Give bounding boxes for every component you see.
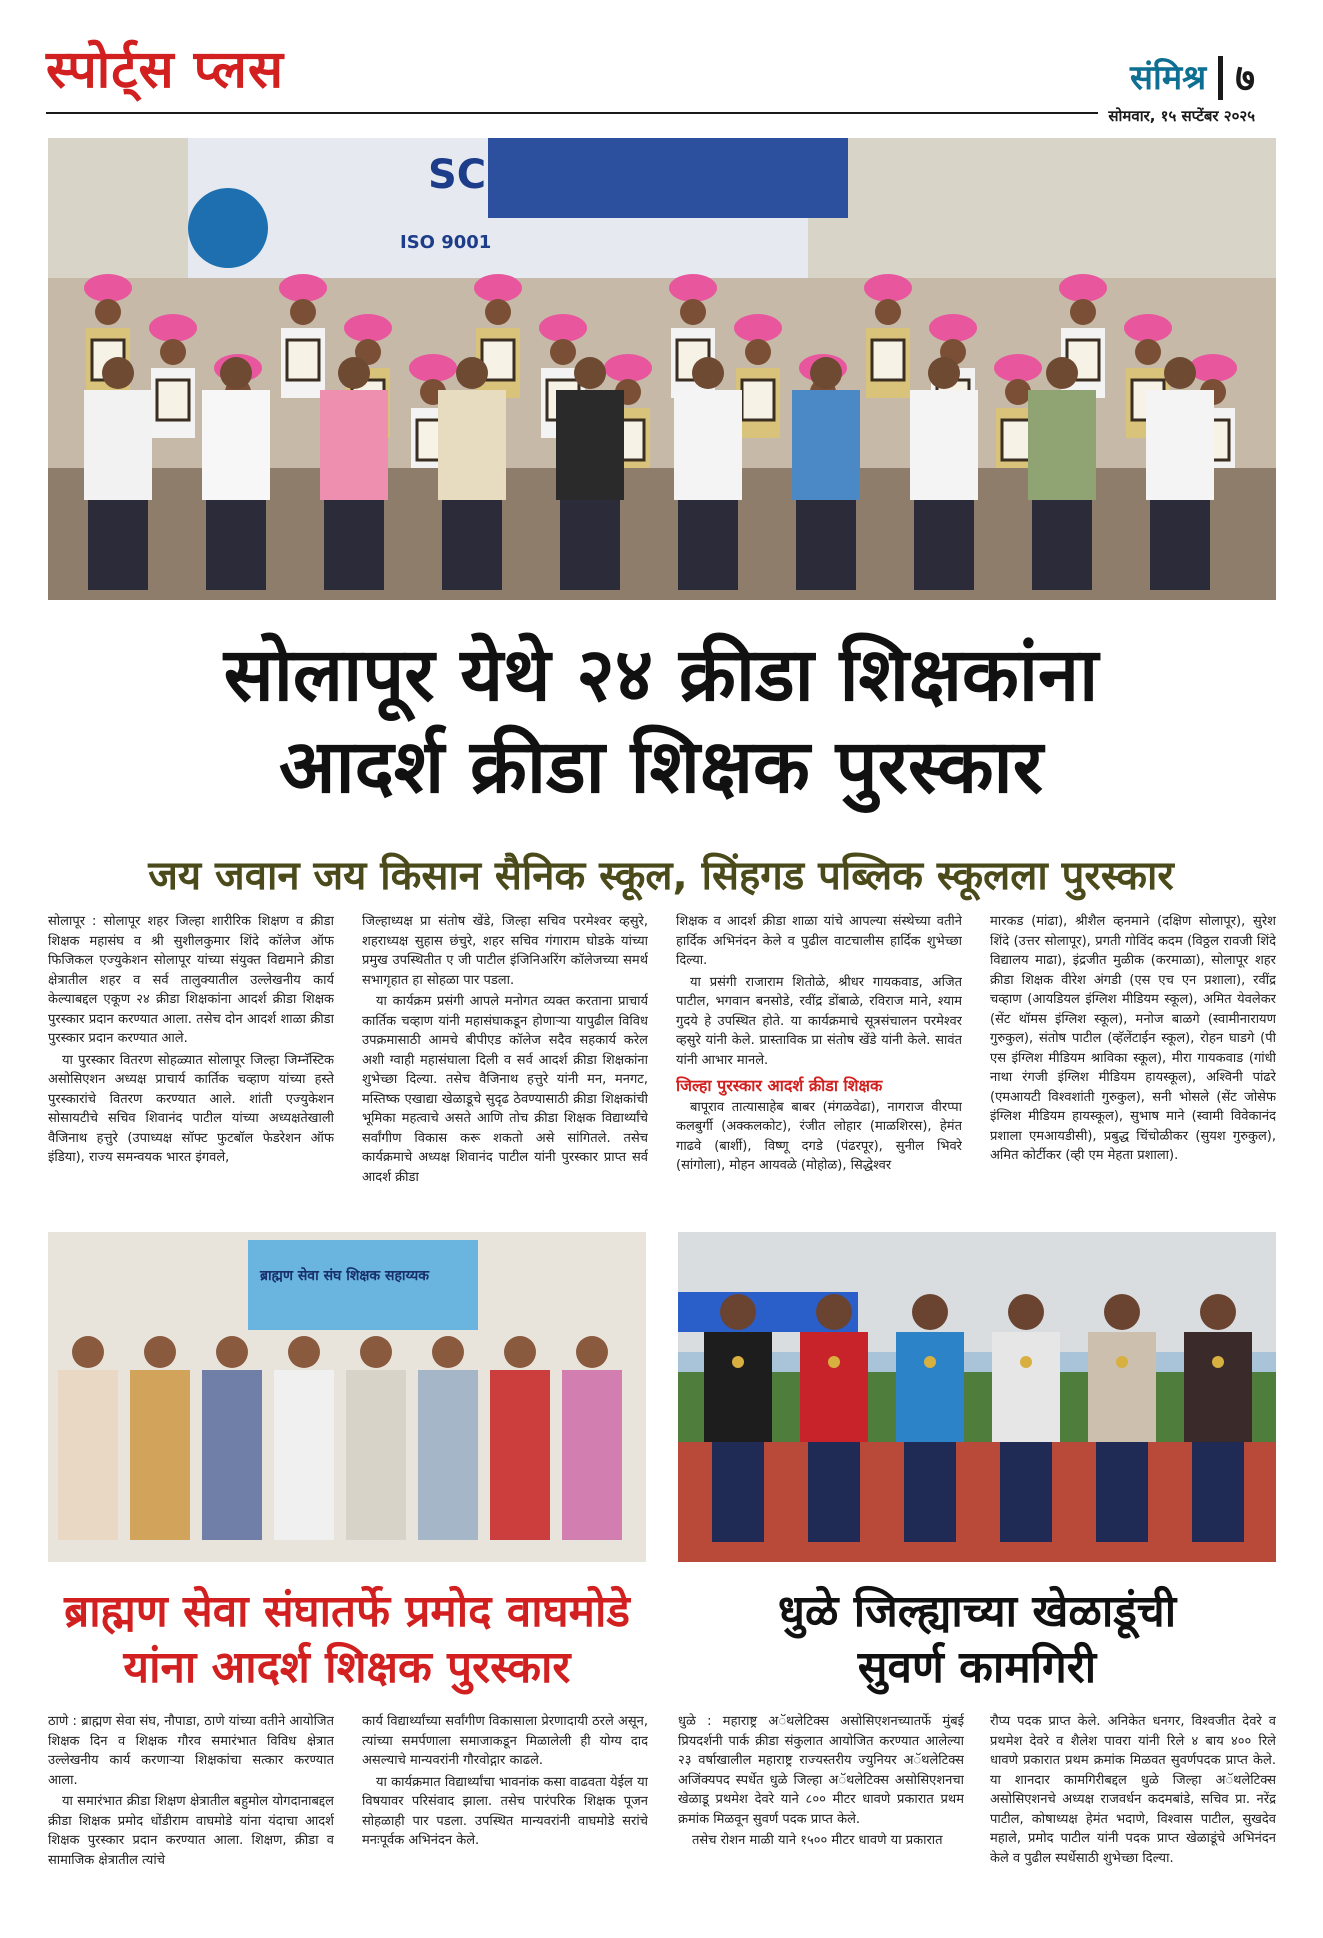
face-shape — [485, 299, 511, 325]
lead-paragraph: जिल्हाध्यक्ष प्रा संतोष खेंडे, जिल्हा सचिव परमेश्वर व्हसुरे, शहराध्यक्ष सुहास छंचुरे, शहर सचिव गंगाराम घोडके यांच्या प्रमुख उपस्थितीत ए जी पाटील इंजिनिअरिंग कॉलेजच्या समर्थ सभागृहात हा सोहळा पार पडला. — [362, 914, 648, 988]
lead-paragraph: या कार्यक्रम प्रसंगी आपले मनोगत व्यक्त करताना प्राचार्य कार्तिक चव्हाण यांनी महासंघाकडून होणाऱ्या यापुढील विविध उपक्रमासाठी आमचे बीपीएड कॉलेज सदैव सहकार्य करेल अशी ग्वाही महासंघाला दिली व सर्व आदर्श क्रीडा शिक्षकांना शुभेच्छा दिल्या. तसेच वैजिनाथ हत्तुरे यांनी मन, मनगट, मस्तिष्क एखाद्या खेळाडूचे सुदृढ ठेवण्यासाठी क्रीडा शिक्षकांची भूमिका महत्वाचे असते आणि तोच क्रीडा शिक्षक विद्यार्थ्यांचे सर्वांगीण विकास करू शकतो असे सांगितले. तसेच कार्यक्रमाचे अध्यक्ष शिवानंद पाटील यांनी पुरस्कार प्राप्त सर्व आदर्श क्रीडा — [362, 994, 648, 1185]
lead-paragraph: शिक्षक व आदर्श क्रीडा शाळा यांचे आपल्या संस्थेच्या वतीने हार्दिक अभिनंदन केले व पुढील वाटचालीस हार्दिक शुभेच्छा दिल्या. — [676, 914, 962, 968]
story-two-paragraph: ठाणे : ब्राह्मण सेवा संघ, नौपाडा, ठाणे यांच्या वतीने आयोजित शिक्षक दिन व शिक्षक गौरव समारंभात विविध क्षेत्रात उल्लेखनीय कार्य करणाऱ्या शिक्षकांचा सत्कार करण्यात आला. — [48, 1714, 334, 1788]
seated-legs — [796, 500, 856, 590]
athlete-face — [912, 1294, 948, 1330]
athlete-legs — [808, 1442, 860, 1542]
certificate-shape — [287, 340, 319, 380]
medal-shape — [1212, 1356, 1224, 1368]
attendee-face — [504, 1336, 536, 1368]
seated-face — [1164, 357, 1196, 389]
turban-shape — [84, 274, 132, 302]
athlete-jersey — [1184, 1332, 1252, 1442]
athlete-jersey — [704, 1332, 772, 1442]
athlete-legs — [904, 1442, 956, 1542]
photo-banner-text: ब्राह्मण सेवा संघ शिक्षक सहाय्यक — [260, 1268, 429, 1284]
dateline: सोमवार, १५ सप्टेंबर २०२५ — [1098, 106, 1255, 126]
seated-legs — [206, 500, 266, 590]
athlete-face — [1008, 1294, 1044, 1330]
story-three-column-1 — [678, 1712, 964, 1912]
athlete-face — [1104, 1294, 1140, 1330]
banner-text: SC — [428, 152, 487, 198]
turban-shape — [1059, 274, 1107, 302]
seated-face — [574, 357, 606, 389]
story-three-headline-line1: धुळे जिल्ह्याच्या खेळाडूंची — [777, 1586, 1177, 1637]
lead-paragraph: सोलापूर : सोलापूर शहर जिल्हा शारीरिक शिक्षण व क्रीडा शिक्षक महासंघ व श्री सुशीलकुमार शिंदे कॉलेज ऑफ फिजिकल एज्युकेशन सोलापूर यांच्या संयुक्त विद्यमाने क्रीडा क्षेत्रातील शहर व सर्व तालुक्यातील उल्लेखनीय कार्य केल्याबद्दल एकूण २४ क्रीडा शिक्षकांना आदर्श क्रीडा शिक्षक पुरस्कार प्रदान करण्यात आला. तसेच दोन आदर्श शाळा क्रीडा पुरस्कार प्रदान करण्यात आले. — [48, 914, 334, 1046]
attendee-body — [418, 1370, 478, 1540]
seated-legs — [442, 500, 502, 590]
story-two-column-1 — [48, 1712, 334, 1912]
page-number: ७ — [1235, 56, 1255, 100]
lead-column-1 — [48, 912, 334, 1222]
seated-torso — [556, 390, 624, 500]
seated-torso — [202, 390, 270, 500]
seated-legs — [324, 500, 384, 590]
lead-headline-line1: सोलापूर येथे २४ क्रीडा शिक्षकांना — [223, 632, 1099, 718]
lead-column-2 — [362, 912, 648, 1222]
seated-legs — [914, 500, 974, 590]
seated-torso — [84, 390, 152, 500]
turban-shape — [604, 354, 652, 382]
face-shape — [745, 339, 771, 365]
seated-legs — [1150, 500, 1210, 590]
face-shape — [550, 339, 576, 365]
attendee-face — [288, 1336, 320, 1368]
lead-headline-line2: आदर्श क्रीडा शिक्षक पुरस्कार — [278, 724, 1043, 810]
athlete-jersey — [1088, 1332, 1156, 1442]
face-shape — [1070, 299, 1096, 325]
seated-torso — [792, 390, 860, 500]
story-two-column-2 — [362, 1712, 648, 1912]
medal-shape — [1116, 1356, 1128, 1368]
attendee-body — [130, 1370, 190, 1540]
certificate-shape — [872, 340, 904, 380]
face-shape — [875, 299, 901, 325]
athlete-face — [816, 1294, 852, 1330]
seated-torso — [438, 390, 506, 500]
turban-shape — [1189, 354, 1237, 382]
athlete-legs — [1192, 1442, 1244, 1542]
athlete-jersey — [896, 1332, 964, 1442]
seated-torso — [674, 390, 742, 500]
attendee-face — [72, 1336, 104, 1368]
story-three-paragraph: रौप्य पदक प्राप्त केले. अनिकेत धनगर, विश्वजीत देवरे व प्रथमेश देवरे व शैलेश पावरा यांनी रिले ४ बाय ४०० रिले धावणे प्रकारात प्रथम क्रमांक मिळवत सुवर्णपदक प्राप्त केले. या शानदार कामगिरीबद्दल धुळे जिल्हा अॅथलेटिक्स असोसिएशनचे अध्यक्ष राजवर्धन कदमबांडे, सचिव प्रा. नरेंद्र पाटील, कोषाध्यक्ष हेमंत भदाणे, विश्वास पाटील, सुखदेव महाले, प्रमोद पाटील यांनी पदक प्राप्त खेळाडूंचे अभिनंदन केले व पुढील स्पर्धेसाठी शुभेच्छा दिल्या. — [990, 1714, 1276, 1866]
certificate-shape — [742, 380, 774, 420]
turban-shape — [929, 314, 977, 342]
story-two-photo — [48, 1232, 646, 1562]
medal-shape — [1020, 1356, 1032, 1368]
seated-legs — [1032, 500, 1092, 590]
lead-subheadline: जय जवान जय किसान सैनिक स्कूल, सिंहगड पब्लिक स्कूलला पुरस्कार — [148, 853, 1174, 899]
brand-block — [1130, 56, 1255, 100]
turban-shape — [539, 314, 587, 342]
face-shape — [160, 339, 186, 365]
face-shape — [680, 299, 706, 325]
story-two-paragraph: कार्य विद्यार्थ्यांच्या सर्वांगीण विकासाला प्रेरणादायी ठरले असून, त्यांच्या समर्पणाला समाजाकडून मिळालेली ही योग्य दाद असल्याचे मान्यवरांनी गौरवोद्गार काढले. — [362, 1714, 648, 1768]
athletes-illustration — [678, 1232, 1276, 1562]
certificate-shape — [157, 380, 189, 420]
award-ceremony-illustration — [48, 138, 1276, 600]
lead-paragraph: बापूराव तात्यासाहेब बाबर (मंगळवेढा), नागराज वीरप्पा कलबुर्गी (अक्कलकोट), रंजीत लोहार (माळशिरस), हेमंत गाढवे (बार्शी), विष्णू दगडे (पंढरपूर), सुनील भिवरे (सांगोला), मोहन आयवळे (मोहोळ), सिद्धेश्वर — [676, 1099, 962, 1173]
athlete-legs — [1096, 1442, 1148, 1542]
story-two-headline-line2: यांना आदर्श शिक्षक पुरस्कार — [123, 1642, 571, 1693]
turban-shape — [409, 354, 457, 382]
turban-shape — [864, 274, 912, 302]
section-title: स्पोर्ट्स प्लस — [46, 39, 285, 100]
seated-face — [220, 357, 252, 389]
seated-face — [692, 357, 724, 389]
seated-torso — [1028, 390, 1096, 500]
story-three-column-2 — [990, 1712, 1276, 1912]
lead-column-4 — [990, 912, 1276, 1222]
lead-column-subheading: जिल्हा पुरस्कार आदर्श क्रीडा शिक्षक — [676, 1076, 883, 1095]
athlete-jersey — [992, 1332, 1060, 1442]
story-two-paragraph: या कार्यक्रमात विद्यार्थ्यांचा भावनांक कसा वाढवता येईल या विषयावर परिसंवाद झाला. तसेच पारंपरिक शिक्षक पूजन सोहळाही पार पडला. उपस्थित मान्यवरांनी वाघमोडे सरांचे मनःपूर्वक अभिनंदन केले. — [362, 1774, 648, 1848]
athlete-jersey — [800, 1332, 868, 1442]
turban-shape — [344, 314, 392, 342]
turban-shape — [994, 354, 1042, 382]
seated-face — [338, 357, 370, 389]
lead-paragraph: या प्रसंगी राजाराम शितोळे, श्रीधर गायकवाड, अजित पाटील, भगवान बनसोडे, रवींद्र डोंबाळे, रविराज माने, श्याम गुदये हे उपस्थित होते. या कार्यक्रमाचे सूत्रसंचालन परमेश्वर व्हसुरे यांनी केले. प्रास्ताविक प्रा संतोष खेंडे यांनी केले. सावंत यांनी आभार मानले. — [676, 974, 962, 1068]
seated-face — [1046, 357, 1078, 389]
seated-torso — [1146, 390, 1214, 500]
medal-shape — [828, 1356, 840, 1368]
attendee-body — [490, 1370, 550, 1540]
brand-name: संमिश्र — [1130, 58, 1207, 98]
masthead-rule — [46, 112, 1106, 114]
face-shape — [95, 299, 121, 325]
medal-shape — [924, 1356, 936, 1368]
turban-shape — [669, 274, 717, 302]
athlete-face — [720, 1294, 756, 1330]
lead-paragraph: या पुरस्कार वितरण सोहळ्यात सोलापूर जिल्हा जिम्नॅस्टिक असोसिएशन अध्यक्ष प्राचार्य कार्तिक चव्हाण यांच्या हस्ते पुरस्कारांचे वितरण करण्यात आले. शांती एज्युकेशन सोसायटीचे सचिव शिवानंद पाटील यांच्या अध्यक्षतेखाली वैजिनाथ हत्तुरे (उपाध्यक्ष सॉफ्ट फुटबॉल फेडरेशन ऑफ इंडिया), राज्य समन्वयक भारत इंगवले, — [48, 1052, 334, 1165]
face-shape — [290, 299, 316, 325]
iso-text: ISO 9001 — [400, 232, 492, 253]
story-three-paragraph: तसेच रोशन माळी याने १५०० मीटर धावणे या प्रकारात — [692, 1833, 943, 1848]
seated-legs — [88, 500, 148, 590]
attendee-body — [274, 1370, 334, 1540]
seated-face — [928, 357, 960, 389]
seated-torso — [910, 390, 978, 500]
seated-torso — [320, 390, 388, 500]
seated-legs — [560, 500, 620, 590]
athlete-legs — [1000, 1442, 1052, 1542]
story-two-headline-line1: ब्राह्मण सेवा संघातर्फे प्रमोद वाघमोडे — [64, 1586, 630, 1637]
attendee-face — [360, 1336, 392, 1368]
turban-shape — [734, 314, 782, 342]
story-three-paragraph: धुळे : महाराष्ट्र अॅथलेटिक्स असोसिएशनच्यातर्फे मुंबई प्रियदर्शनी पार्क क्रीडा संकुलात आयोजित करण्यात आलेल्या २३ वर्षाखालील महाराष्ट्र राज्यस्तरीय ज्युनियर अॅथलेटिक्स अजिंक्यपद स्पर्धेत धुळे जिल्हा अॅथलेटिक्स असोसिएशनचा खेळाडू प्रथमेश देवरे याने ८०० मीटर धावणे प्रकारात प्रथम क्रमांक मिळवून सुवर्ण पदक प्राप्त केले. — [678, 1714, 964, 1827]
attendee-body — [346, 1370, 406, 1540]
turban-shape — [149, 314, 197, 342]
turban-shape — [474, 274, 522, 302]
lead-column-3 — [676, 912, 962, 1222]
story-three-headline-line2: सुवर्ण कामगिरी — [857, 1642, 1097, 1693]
attendee-body — [202, 1370, 262, 1540]
story-two-paragraph: या समारंभात क्रीडा शिक्षण क्षेत्रातील बहुमोल योगदानाबद्दल क्रीडा शिक्षक प्रमोद धोंडीराम वाघमोडे यांना यंदाचा आदर्श शिक्षक पुरस्कार प्रदान करण्यात आला. शिक्षण, क्रीडा व सामाजिक क्षेत्रातील त्यांचे — [48, 1794, 334, 1868]
story-three-photo — [678, 1232, 1276, 1562]
lead-paragraph: मारकड (मांढा), श्रीशैल व्हनमाने (दक्षिण सोलापूर), सुरेश शिंदे (उत्तर सोलापूर), प्रगती गोविंद कदम (विठ्ठल रावजी शिंदे विद्यालय माढा), इंद्रजीत मुळीक (करमाळा), सोलापूर शहर क्रीडा शिक्षक वीरेश अंगडी (एस एच एन प्रशाला), रवींद्र चव्हाण (आयडियल इंग्लिश मीडियम स्कूल), अमित येवलेकर (सेंट थॉमस इंग्लिश स्कूल), मनोज बाळगे (स्वामीनारायण गुरुकुल), संतोष पाटील (व्हॅलेंटाईन स्कूल), रोहन घाडगे (पी एस इंग्लिश मीडियम श्राविका स्कूल), मीरा गायकवाड (गांधी नाथा रंगजी इंग्लिश मीडियम हायस्कूल), अश्विनी पांढरे (एमआयटी विश्वशांती गुरुकुल), सनी भोसले (सेंट जोसेफ इंग्लिश मीडियम हायस्कूल), सुभाष माने (स्वामी विवेकानंद प्रशाला एमआयडीसी), प्रबुद्ध चिंचोळीकर (सुयश गुरुकुल), अमित कोर्टीकर (व्ही एम मेहता प्रशाला). — [990, 914, 1276, 1163]
lead-photo — [48, 138, 1276, 600]
attendee-body — [58, 1370, 118, 1540]
attendee-face — [576, 1336, 608, 1368]
face-shape — [1005, 379, 1031, 405]
athlete-legs — [712, 1442, 764, 1542]
turban-shape — [1124, 314, 1172, 342]
attendee-face — [432, 1336, 464, 1368]
attendee-body — [562, 1370, 622, 1540]
brand-divider — [1218, 56, 1223, 100]
felicitation-illustration — [48, 1232, 646, 1562]
attendee-face — [216, 1336, 248, 1368]
seated-face — [810, 357, 842, 389]
seated-legs — [678, 500, 738, 590]
seated-face — [102, 357, 134, 389]
face-shape — [1135, 339, 1161, 365]
medal-shape — [732, 1356, 744, 1368]
athlete-face — [1200, 1294, 1236, 1330]
turban-shape — [279, 274, 327, 302]
attendee-face — [144, 1336, 176, 1368]
seated-face — [456, 357, 488, 389]
